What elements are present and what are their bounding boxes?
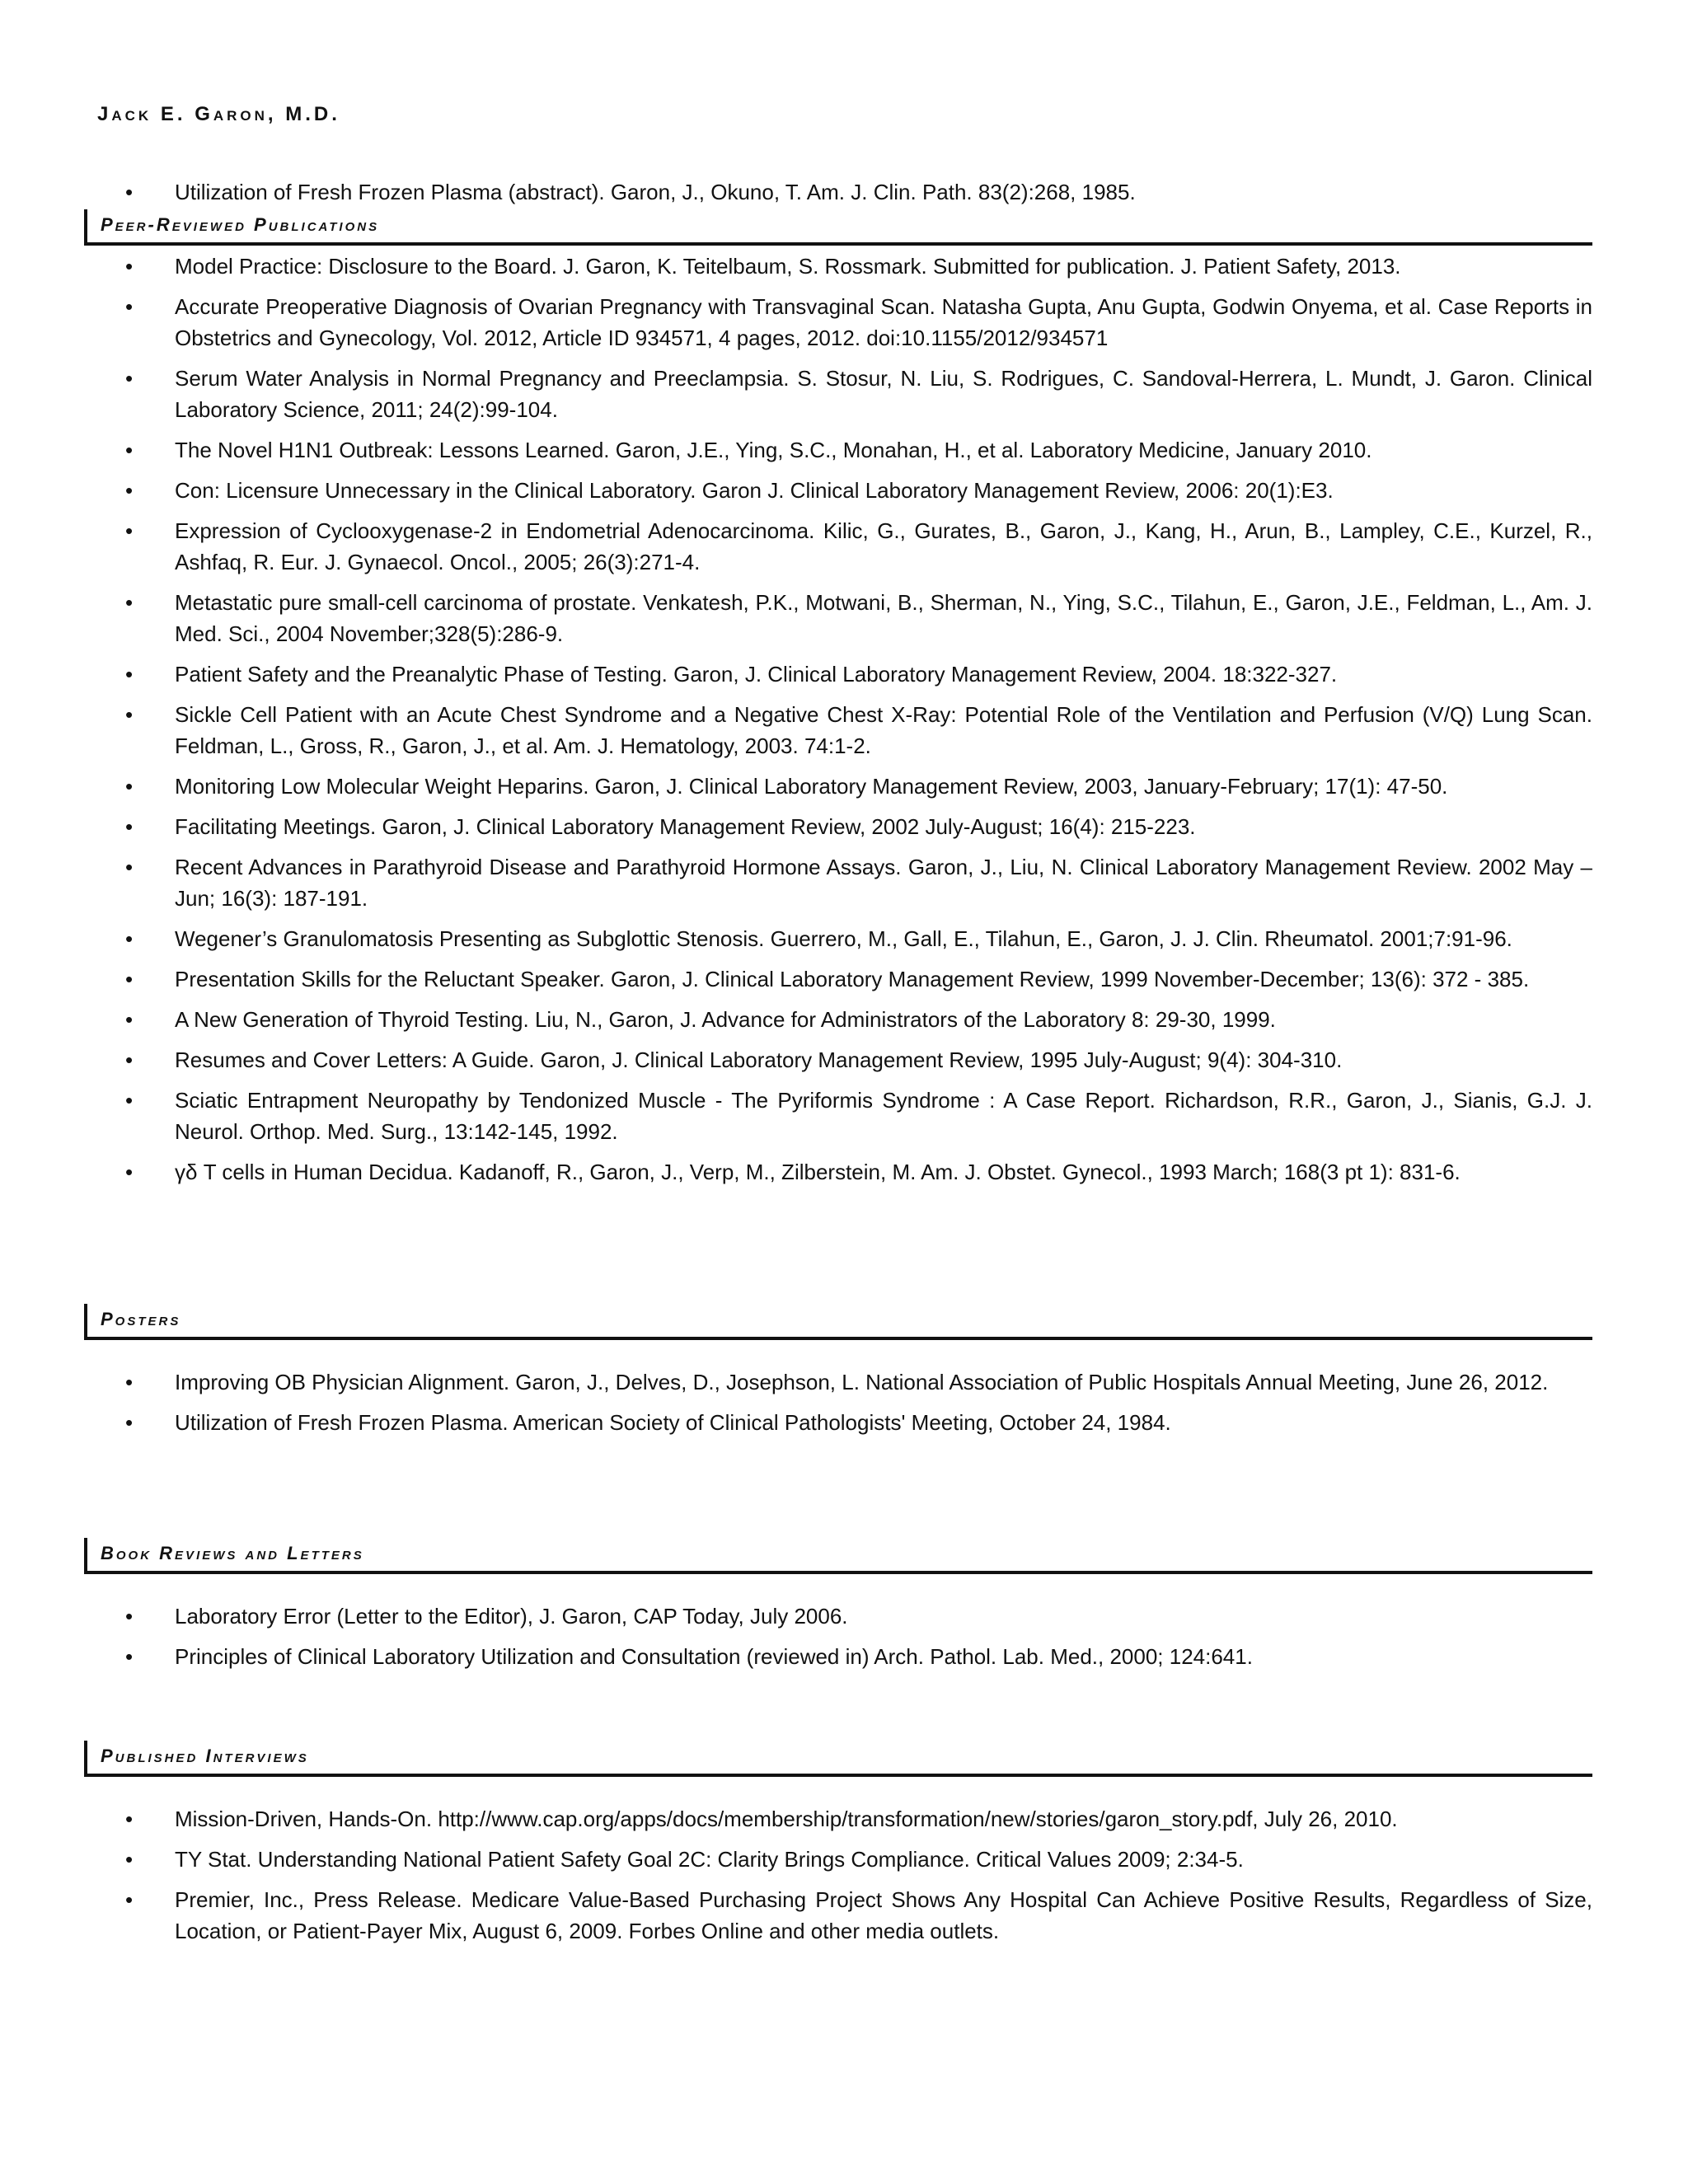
list-item: • Mission-Driven, Hands-On. http://www.cap.org/apps/docs/membership/transformation/new/stories/garon_story.pdf, July 26, 2010.	[84, 1803, 1592, 1835]
bullet-icon	[125, 1844, 133, 1875]
bullet-icon	[125, 1366, 133, 1398]
bullet-icon	[125, 1884, 133, 1915]
list-item: • Serum Water Analysis in Normal Pregnancy and Preeclampsia. S. Stosur, N. Liu, S. Rodrigues, C. Sandoval-Herrera, L. Mundt, J. Garon. Clinical Laboratory Science, 2011; 24(2):99-104.	[84, 363, 1592, 425]
list-item: • TY Stat. Understanding National Patient Safety Goal 2C: Clarity Brings Compliance. Critical Values 2009; 2:34-5.	[84, 1844, 1592, 1875]
section-header	[84, 209, 1592, 246]
list-item: • A New Generation of Thyroid Testing. Liu, N., Garon, J. Advance for Administrators of the Laboratory 8: 29-30, 1999.	[84, 1004, 1592, 1035]
list-item: • γδ T cells in Human Decidua. Kadanoff, R., Garon, J., Verp, M., Zilberstein, M. Am. J. Obstet. Gynecol., 1993 March; 168(3 pt 1): 831-6.	[84, 1156, 1592, 1188]
section-interviews	[84, 1741, 1592, 1956]
interview-list	[84, 1803, 1592, 1947]
list-item: • Model Practice: Disclosure to the Board. J. Garon, K. Teitelbaum, S. Rossmark. Submitted for publication. J. Patient Safety, 2013.	[84, 251, 1592, 282]
list-item: • Resumes and Cover Letters: A Guide. Garon, J. Clinical Laboratory Management Review, 1995 July-August; 9(4): 304-310.	[84, 1044, 1592, 1076]
list-item: • Monitoring Low Molecular Weight Heparins. Garon, J. Clinical Laboratory Management Review, 2003, January-February; 17(1): 47-50.	[84, 771, 1592, 802]
poster-list	[84, 1366, 1592, 1438]
bullet-icon	[125, 1004, 133, 1035]
bullet-icon	[125, 811, 133, 842]
list-item: • Sciatic Entrapment Neuropathy by Tendonized Muscle - The Pyriformis Syndrome : A Case Report. Richardson, R.R., Garon, J., Sianis, G.J. J. Neurol. Orthop. Med. Surg., 13:142-145, 1992.	[84, 1085, 1592, 1147]
list-item: • Improving OB Physician Alignment. Garon, J., Delves, D., Josephson, L. National Association of Public Hospitals Annual Meeting, June 26, 2012.	[84, 1366, 1592, 1398]
bullet-icon	[125, 963, 133, 995]
top-items-list	[84, 176, 1592, 208]
bullet-icon	[125, 1641, 133, 1672]
bullet-icon	[125, 251, 133, 282]
list-item: • Accurate Preoperative Diagnosis of Ovarian Pregnancy with Transvaginal Scan. Natasha Gupta, Anu Gupta, Godwin Onyema, et al. Case Reports in Obstetrics and Gynecology, Vol. 2012, Article ID 934571, 4 pages, 2012. doi:10.1155/2012/934571	[84, 291, 1592, 354]
bullet-icon	[125, 1156, 133, 1188]
bullet-icon	[125, 771, 133, 802]
list-item: • Recent Advances in Parathyroid Disease and Parathyroid Hormone Assays. Garon, J., Liu, N. Clinical Laboratory Management Review. 2002 May – Jun; 16(3): 187-191.	[84, 851, 1592, 914]
review-list	[84, 1601, 1592, 1672]
section-book-reviews	[84, 1538, 1592, 1681]
list-item: • The Novel H1N1 Outbreak: Lessons Learned. Garon, J.E., Ying, S.C., Monahan, H., et al. Laboratory Medicine, January 2010.	[84, 434, 1592, 466]
section-posters	[84, 1304, 1592, 1447]
page-header-name: Jack E. Garon, M.D.	[97, 103, 340, 125]
list-item: • Metastatic pure small-cell carcinoma of prostate. Venkatesh, P.K., Motwani, B., Sherman, N., Ying, S.C., Tilahun, E., Garon, J.E., Feldman, L., Am. J. Med. Sci., 2004 November;328(5):286-9.	[84, 587, 1592, 649]
bullet-icon	[125, 176, 133, 208]
bullet-icon	[125, 587, 133, 618]
section-peer-reviewed	[84, 209, 1592, 1197]
list-item: • Principles of Clinical Laboratory Utilization and Consultation (reviewed in) Arch. Pathol. Lab. Med., 2000; 124:641.	[84, 1641, 1592, 1672]
bullet-icon	[125, 851, 133, 883]
section-header	[84, 1304, 1592, 1340]
list-item: • Patient Safety and the Preanalytic Phase of Testing. Garon, J. Clinical Laboratory Management Review, 2004. 18:322-327.	[84, 658, 1592, 690]
bullet-icon	[125, 1407, 133, 1438]
list-item: • Utilization of Fresh Frozen Plasma. American Society of Clinical Pathologists' Meeting, October 24, 1984.	[84, 1407, 1592, 1438]
list-item: • Sickle Cell Patient with an Acute Chest Syndrome and a Negative Chest X-Ray: Potential Role of the Ventilation and Perfusion (V/Q) Lung Scan. Feldman, L., Gross, R., Garon, J., et al. Am. J. Hematology, 2003. 74:1-2.	[84, 699, 1592, 762]
list-item: • Facilitating Meetings. Garon, J. Clinical Laboratory Management Review, 2002 July-August; 16(4): 215-223.	[84, 811, 1592, 842]
list-item: • Utilization of Fresh Frozen Plasma (abstract). Garon, J., Okuno, T. Am. J. Clin. Path. 83(2):268, 1985.	[84, 176, 1592, 208]
bullet-icon	[125, 434, 133, 466]
bullet-icon	[125, 515, 133, 546]
list-item: • Presentation Skills for the Reluctant Speaker. Garon, J. Clinical Laboratory Management Review, 1999 November-December; 13(6): 372 - 385.	[84, 963, 1592, 995]
section-title: Book Reviews and Letters	[101, 1543, 364, 1563]
list-item: • Con: Licensure Unnecessary in the Clinical Laboratory. Garon J. Clinical Laboratory Management Review, 2006: 20(1):E3.	[84, 475, 1592, 506]
bullet-icon	[125, 699, 133, 730]
list-item: • Laboratory Error (Letter to the Editor), J. Garon, CAP Today, July 2006.	[84, 1601, 1592, 1632]
bullet-icon	[125, 363, 133, 394]
bullet-icon	[125, 291, 133, 322]
bullet-icon	[125, 1085, 133, 1116]
list-item: • Expression of Cyclooxygenase-2 in Endometrial Adenocarcinoma. Kilic, G., Gurates, B., Garon, J., Kang, H., Arun, B., Lampley, C.E., Kurzel, R., Ashfaq, R. Eur. J. Gynaecol. Oncol., 2005; 26(3):271-4.	[84, 515, 1592, 578]
bullet-icon	[125, 1044, 133, 1076]
bullet-icon	[125, 475, 133, 506]
publication-list	[84, 251, 1592, 1188]
list-item: • Wegener’s Granulomatosis Presenting as Subglottic Stenosis. Guerrero, M., Gall, E., Tilahun, E., Garon, J. J. Clin. Rheumatol. 2001;7:91-96.	[84, 923, 1592, 954]
section-header	[84, 1538, 1592, 1574]
section-title: Peer-Reviewed Publications	[101, 214, 380, 235]
section-title: Published Interviews	[101, 1746, 309, 1766]
section-title: Posters	[101, 1309, 181, 1329]
bullet-icon	[125, 658, 133, 690]
bullet-icon	[125, 1803, 133, 1835]
bullet-icon	[125, 1601, 133, 1632]
bullet-icon	[125, 923, 133, 954]
section-header	[84, 1741, 1592, 1777]
list-item: • Premier, Inc., Press Release. Medicare Value-Based Purchasing Project Shows Any Hospital Can Achieve Positive Results, Regardless of Size, Location, or Patient-Payer Mix, August 6, 2009. Forbes Online and other media outlets.	[84, 1884, 1592, 1947]
